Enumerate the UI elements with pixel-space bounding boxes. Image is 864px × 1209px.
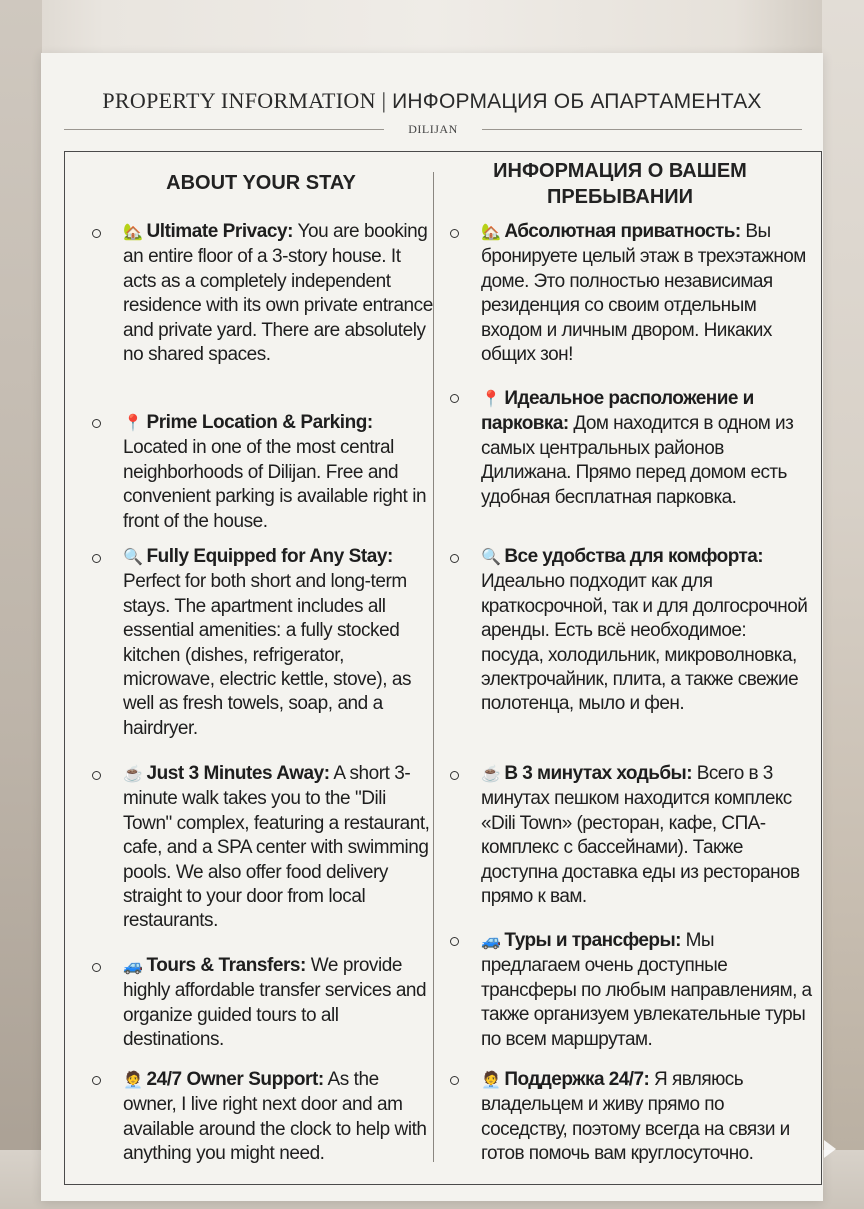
item-text: Мы предлагаем очень доступные трансферы по любым направлениям, а также организуем увлекательные туры по всем маршрутам. <box>481 930 812 1050</box>
house-icon: 🏡 <box>481 224 501 241</box>
item-title: Ultimate Privacy: <box>146 221 294 242</box>
person-icon: 🧑‍💼 <box>123 1072 143 1089</box>
right-column-heading: ИНФОРМАЦИЯ О ВАШЕМ ПРЕБЫВАНИИ <box>493 160 747 208</box>
item-title: Поддержка 24/7: <box>504 1069 650 1090</box>
item-text: Perfect for both short and long-term stays. The apartment includes all essential amenities: a fully stocked kitchen (dishes, refrigerator, microwave, electric kettle, stove), as well as fresh towels, soap, and a hairdryer. <box>123 571 412 739</box>
bullet-marker <box>450 937 459 946</box>
title-en: PROPERTY INFORMATION <box>102 88 376 113</box>
item-title: Туры и трансферы: <box>504 930 681 951</box>
pin-icon: 📍 <box>123 415 143 432</box>
background-left <box>0 0 42 1209</box>
item-text: You are booking an entire floor of a 3-story house. It acts as a completely independent residence with its own private entrance and private yard. There are absolutely no shared spaces. <box>123 221 433 366</box>
item-text: Всего в 3 минутах пешком находится комплекс «Dili Town» (ресторан, кафе, СПА-комплекс с бассейнами). Также доступна доставка еды из ресторанов прямо к вам. <box>481 763 800 908</box>
item-title: Prime Location & Parking: <box>146 412 373 433</box>
list-item <box>481 762 813 909</box>
bullet-marker <box>450 1076 459 1085</box>
item-text: Вы бронируете целый этаж в трехэтажном доме. Это полностью независимая резиденция со своим отдельным входом и личным двором. Никаких общих зон! <box>481 221 806 366</box>
list-item <box>123 411 435 534</box>
car-icon: 🚙 <box>481 933 501 950</box>
left-column-heading: ABOUT YOUR STAY <box>166 172 356 194</box>
list-item <box>123 1068 435 1167</box>
item-title: Tours & Transfers: <box>146 955 306 976</box>
bullet-marker <box>450 394 459 403</box>
background-right <box>822 0 864 1209</box>
item-title: Just 3 Minutes Away: <box>146 763 330 784</box>
list-item <box>481 387 813 510</box>
item-text: Я являюсь владельцем и живу прямо по соседству, поэтому всегда на связи и готов помочь вам круглосуточно. <box>481 1069 790 1165</box>
bullet-marker <box>92 1076 101 1085</box>
magnifier-icon: 🔍 <box>123 549 143 566</box>
list-item <box>123 954 435 1053</box>
item-text: As the owner, I live right next door and am available around the clock to help with anything you might need. <box>123 1069 427 1165</box>
bullet-marker <box>450 554 459 563</box>
bullet-marker <box>92 963 101 972</box>
subtitle-rule-left <box>64 129 384 130</box>
item-text: Located in one of the most central neighborhoods of Dilijan. Free and convenient parking is available right in front of the house. <box>123 437 427 532</box>
bullet-marker <box>92 419 101 428</box>
pin-icon: 📍 <box>481 391 501 408</box>
title-ru: ИНФОРМАЦИЯ ОБ АПАРТАМЕНТАХ <box>392 90 762 113</box>
item-title: В 3 минутах ходьбы: <box>504 763 692 784</box>
item-title: 24/7 Owner Support: <box>146 1069 324 1090</box>
page-title <box>0 88 864 114</box>
item-text: Идеально подходит как для краткосрочной, так и для долгосрочной аренды. Есть всё необходимое: посуда, холодильник, микроволновка, электрочайник, плита, а также свежие полотенца, мыло и фен. <box>481 571 808 715</box>
subtitle-rule-right <box>482 129 802 130</box>
next-arrow-icon[interactable] <box>824 1140 836 1158</box>
item-title: Все удобства для комфорта: <box>504 546 764 567</box>
list-item <box>123 762 435 934</box>
magnifier-icon: 🔍 <box>481 549 501 566</box>
list-item <box>481 220 813 367</box>
bullet-marker <box>92 771 101 780</box>
item-title: Идеальное расположение и парковка: <box>481 388 754 435</box>
coffee-icon: ☕ <box>123 766 143 783</box>
person-icon: 🧑‍💼 <box>481 1072 501 1089</box>
item-title: Абсолютная приватность: <box>504 221 741 242</box>
subtitle-location: DILIJAN <box>408 122 458 136</box>
bullet-marker <box>92 229 101 238</box>
list-item <box>123 220 435 367</box>
car-icon: 🚙 <box>123 958 143 975</box>
subtitle-row <box>64 122 802 138</box>
item-text: A short 3-minute walk takes you to the "Dili Town" complex, featuring a restaurant, cafe, and a SPA center with swimming pools. We also offer food delivery straight to your door from local restaurants. <box>123 763 430 932</box>
item-text: We provide highly affordable transfer services and organize guided tours to all destinations. <box>123 955 427 1051</box>
list-item <box>481 1068 813 1167</box>
item-title: Fully Equipped for Any Stay: <box>146 546 393 567</box>
coffee-icon: ☕ <box>481 766 501 783</box>
bullet-marker <box>450 771 459 780</box>
bullet-marker <box>92 554 101 563</box>
title-separator: | <box>381 88 387 113</box>
list-item <box>123 545 435 741</box>
list-item <box>481 929 813 1052</box>
bullet-marker <box>450 229 459 238</box>
list-item <box>481 545 813 717</box>
house-icon: 🏡 <box>123 224 143 241</box>
item-text: Дом находится в одном из самых центральных районов Дилижана. Прямо перед домом есть удобная бесплатная парковка. <box>481 413 794 508</box>
